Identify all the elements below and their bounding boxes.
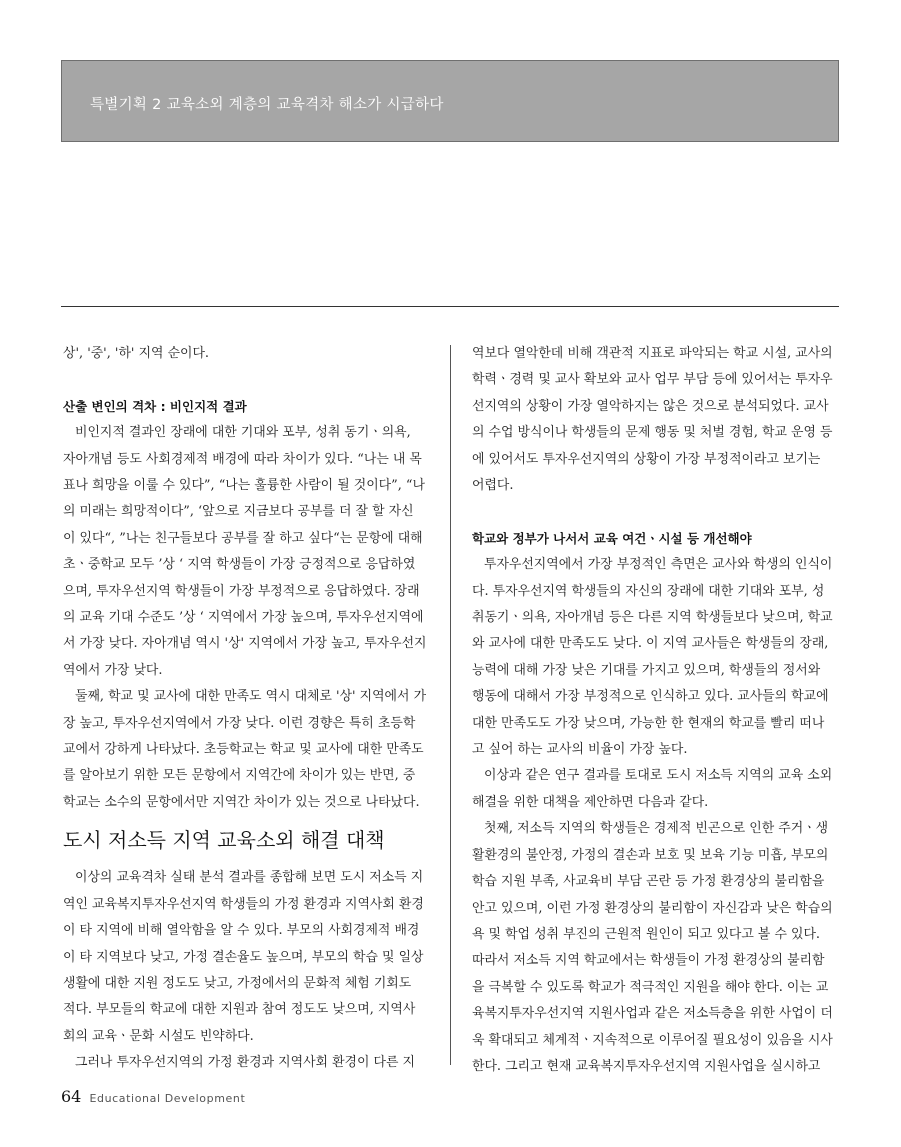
text-line: 첫째, 저소득 지역의 학생들은 경제적 빈곤으로 인한 주거ㆍ생 (484, 821, 829, 837)
text-line: 학습 지원 부족, 사교육비 부담 곤란 등 가정 환경상의 불리함을 (472, 874, 825, 890)
subheading: 학교와 정부가 나서서 교육 여건ㆍ시설 등 개선해야 (472, 530, 752, 546)
text-line: 학교는 소수의 문항에서만 지역간 차이가 있는 것으로 나타났다. (63, 794, 420, 810)
paragraph (63, 684, 433, 816)
publication-name: Educational Development (89, 1092, 246, 1105)
text-line: 어렵다. (472, 478, 514, 494)
text-line: 욱 확대되고 체계적ㆍ지속적으로 이루어질 필요성이 있음을 시사 (472, 1032, 833, 1048)
text-line: 의 수업 방식이나 학생들의 문제 행동 및 처벌 경험, 학교 운영 등 (472, 425, 833, 441)
text-line: 투자우선지역에서 가장 부정적인 측면은 교사와 학생의 인식이 (484, 557, 833, 573)
text-line: 이상의 교육격차 실태 분석 결과를 종합해 보면 도시 저소득 지 (75, 870, 424, 886)
paragraph (472, 763, 842, 816)
text-line: 안고 있으며, 이런 가정 환경상의 불리함이 자신감과 낮은 학습의 (472, 900, 833, 916)
paragraph (472, 816, 842, 1080)
text-line: 학력ㆍ경력 및 교사 확보와 교사 업무 부담 등에 있어서는 투자우 (472, 372, 833, 388)
paragraph (63, 865, 433, 1050)
text-line: 에 있어서도 투자우선지역의 상황이 가장 부정적이라고 보기는 (472, 451, 821, 467)
text-line: 고 싶어 하는 교사의 비율이 가장 높다. (472, 742, 688, 758)
text-line: 표나 희망을 이룰 수 있다”, “나는 훌륭한 사람이 될 것이다”, “나 (63, 478, 425, 494)
text-line: 대한 만족도도 가장 낮으며, 가능한 한 현재의 학교를 빨리 떠나 (472, 715, 825, 731)
text-line: 의 미래는 희망적이다”, ‘앞으로 지금보다 공부를 더 잘 할 자신 (63, 504, 414, 520)
paragraph (472, 552, 842, 763)
text-line: 이 타 지역에 비해 열악함을 알 수 있다. 부모의 사회경제적 배경 (63, 923, 420, 939)
text-line: 장 높고, 투자우선지역에서 가장 낮다. 이런 경향은 특히 초등학 (63, 715, 416, 731)
text-line: 욕 및 학업 성취 부진의 근원적 원인이 되고 있다고 볼 수 있다. (472, 926, 821, 942)
text-line: 서 가장 낮다. 자아개념 역시 '상' 지역에서 가장 높고, 투자우선지 (63, 636, 427, 652)
header-divider (61, 306, 839, 307)
text-line: 적다. 부모들의 학교에 대한 지원과 참여 정도도 낮으며, 지역사 (63, 1002, 416, 1018)
text-line: 역에서 가장 낮다. (63, 662, 163, 678)
text-line: 교에서 강하게 나타났다. 초등학교는 학교 및 교사에 대한 만족도 (63, 742, 424, 758)
paragraph (63, 1050, 433, 1076)
text-line: 자아개념 등도 사회경제적 배경에 따라 차이가 있다. “나는 내 목 (63, 451, 422, 467)
text-line: 생활에 대한 지원 정도도 낮고, 가정에서의 문화적 체험 기회도 (63, 975, 412, 991)
paragraph (63, 420, 433, 684)
right-column (472, 341, 842, 1080)
text-line: 그러나 투자우선지역의 가정 환경과 지역사회 환경이 다른 지 (75, 1055, 415, 1071)
text-line: 이 타 지역보다 낮고, 가정 결손율도 높으며, 부모의 학습 및 일상 (63, 949, 424, 965)
text-line: 상', '중', '하' 지역 순이다. (63, 346, 210, 361)
section-title: 도시 저소득 지역 교육소외 해결 대책 (63, 828, 385, 853)
text-line: 활환경의 불안정, 가정의 결손과 보호 및 보육 기능 미흡, 부모의 (472, 847, 829, 863)
left-column (63, 341, 433, 1077)
text-line: 선지역의 상황이 가장 열악하지는 않은 것으로 분석되었다. 교사 (472, 398, 829, 414)
text-line: 회의 교육ㆍ문화 시설도 빈약하다. (63, 1028, 254, 1044)
page-number: 64 (61, 1087, 82, 1106)
text-line: 한다. 그리고 현재 교육복지투자우선지역 지원사업을 실시하고 (472, 1058, 821, 1074)
text-line: 따라서 저소득 지역 학교에서는 학생들이 가정 환경상의 불리함 (472, 953, 825, 969)
paragraph (472, 341, 842, 499)
text-line: 해결을 위한 대책을 제안하면 다음과 같다. (472, 794, 709, 810)
text-line: 역인 교육복지투자우선지역 학생들의 가정 환경과 지역사회 환경 (63, 896, 424, 912)
text-line: 와 교사에 대한 만족도도 낮다. 이 지역 교사들은 학생들의 장래, (472, 636, 829, 652)
text-line: 으며, 투자우선지역 학생들이 가장 부정적으로 응답하였다. 장래 (63, 583, 420, 599)
text-line: 의 교육 기대 수준도 ’상 ‘ 지역에서 가장 높으며, 투자우선지역에 (63, 610, 424, 626)
subheading: 산출 변인의 격차 : 비인지적 결과 (63, 398, 247, 414)
text-line: 취동기ㆍ의욕, 자아개념 등은 다른 지역 학생들보다 낮으며, 학교 (472, 610, 833, 626)
text-line: 이 있다“, ”나는 친구들보다 공부를 잘 하고 싶다“는 문항에 대해 (63, 530, 423, 546)
text-line: 행동에 대해서 가장 부정적으로 인식하고 있다. 교사들의 학교에 (472, 689, 829, 705)
banner-title: 특별기획 2 교육소외 계층의 교육격차 해소가 시급하다 (90, 97, 444, 113)
text-line: 이상과 같은 연구 결과를 토대로 도시 저소득 지역의 교육 소외 (484, 768, 833, 784)
page-footer (61, 1087, 245, 1106)
text-line: 능력에 대해 가장 낮은 기대를 가지고 있으며, 학생들의 정서와 (472, 662, 821, 678)
text-line: 다. 투자우선지역 학생들의 자신의 장래에 대한 기대와 포부, 성 (472, 583, 825, 599)
text-line: 육복지투자우선지역 지원사업과 같은 저소득층을 위한 사업이 더 (472, 1006, 833, 1022)
text-line: 비인지적 결과인 장래에 대한 기대와 포부, 성취 동기ㆍ의욕, (75, 425, 411, 441)
text-line: 초ㆍ중학교 모두 ’상 ‘ 지역 학생들이 가장 긍정적으로 응답하였 (63, 557, 416, 573)
column-divider (450, 345, 451, 1065)
text-line: 둘째, 학교 및 교사에 대한 만족도 역시 대체로 '상' 지역에서 가 (75, 689, 427, 705)
text-line: 를 알아보기 위한 모든 문항에서 지역간에 차이가 있는 반면, 중 (63, 768, 416, 784)
text-line: 을 극복할 수 있도록 학교가 적극적인 지원을 해야 한다. 이는 교 (472, 979, 829, 995)
header-banner (61, 60, 839, 142)
text-line: 역보다 열악한데 비해 객관적 지표로 파악되는 학교 시설, 교사의 (472, 346, 833, 361)
